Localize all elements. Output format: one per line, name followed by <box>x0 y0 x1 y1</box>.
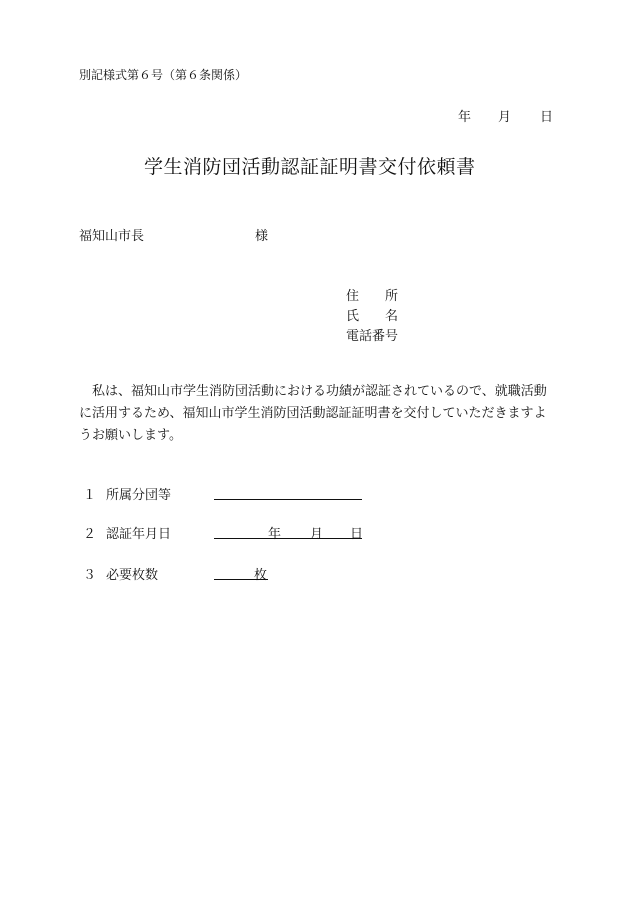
applicant-name-label: 氏 名 <box>346 309 399 324</box>
item-2-label: 認証年月日 <box>106 527 172 542</box>
form-number: 別記様式第６号（第６条関係） <box>79 68 248 82</box>
addressee-name: 福知山市長 <box>79 229 145 244</box>
item-3-label: 必要枚数 <box>106 568 159 583</box>
item-1-blank-line <box>214 484 362 500</box>
item-2-day: 日 <box>350 527 364 542</box>
addressee-honorific: 様 <box>255 229 269 244</box>
item-1-number: １ <box>83 488 97 503</box>
document-title: 学生消防団活動認証証明書交付依頼書 <box>144 156 476 178</box>
applicant-phone-label: 電話番号 <box>346 329 399 344</box>
item-3-unit: 枚 <box>254 568 268 583</box>
date-year: 年 <box>458 110 472 125</box>
item-2-number: ２ <box>83 527 97 542</box>
item-3-quantity-line <box>214 564 268 583</box>
item-2-year: 年 <box>268 527 282 542</box>
date-month: 月 <box>498 110 512 125</box>
item-2-month: 月 <box>310 527 324 542</box>
item-3-number: ３ <box>83 568 97 583</box>
item-2-date-line <box>214 523 364 542</box>
date-day: 日 <box>540 110 554 125</box>
request-text: 私は、福知山市学生消防団活動における功績が認証されているので、就職活動に活用するため、福知山市学生消防団活動認証証明書を交付していただきますようお願いします。 <box>79 384 547 443</box>
applicant-address-label: 住 所 <box>346 289 399 304</box>
date-line <box>458 106 554 125</box>
item-1-label: 所属分団等 <box>106 488 172 503</box>
